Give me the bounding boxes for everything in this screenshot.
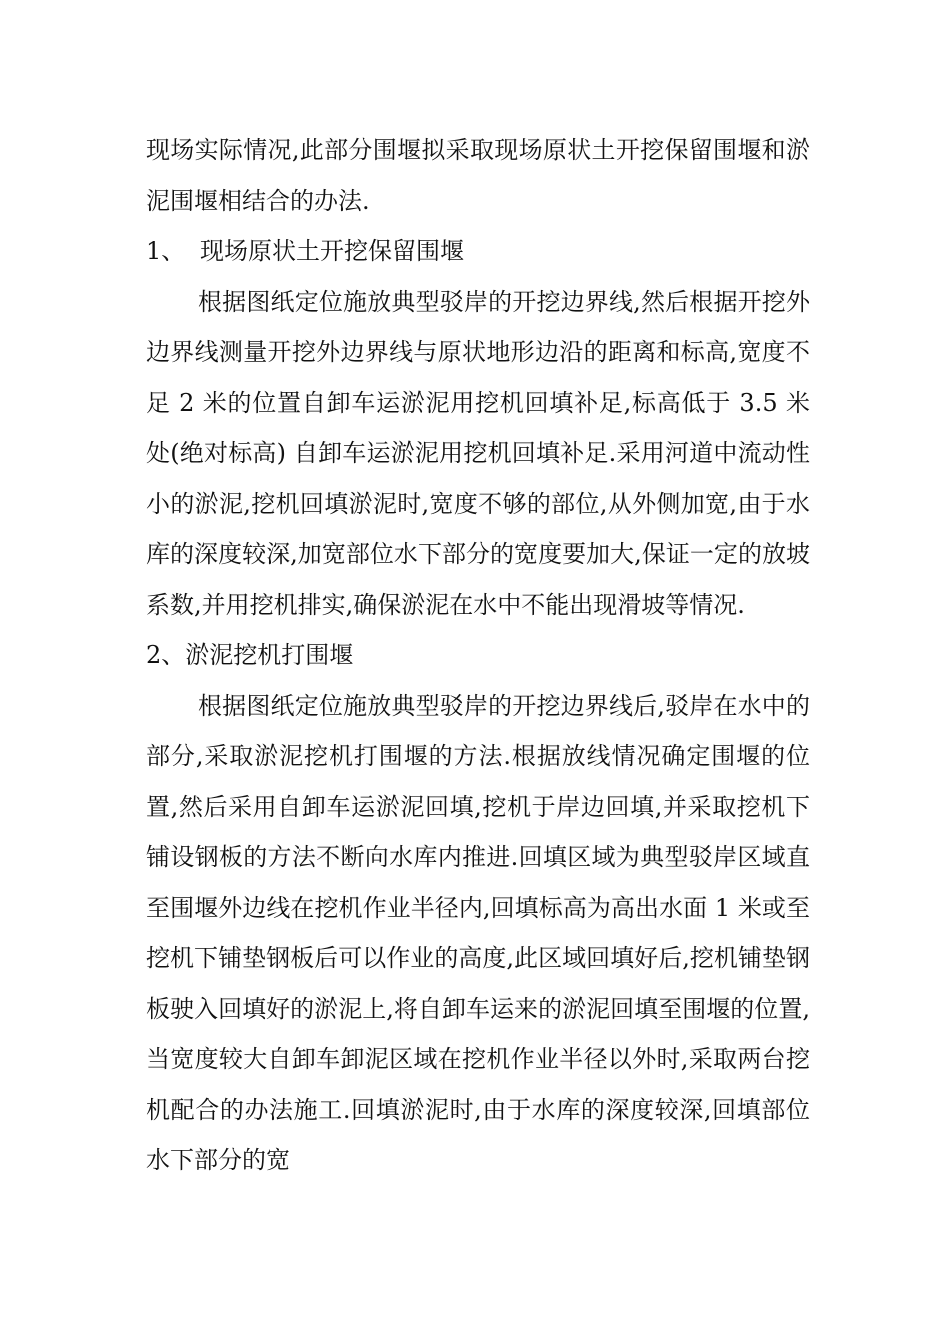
- section-2-number: 2、: [146, 641, 186, 669]
- section-1-title: 现场原状土开挖保留围堰: [200, 237, 464, 265]
- section-1-heading: [146, 226, 810, 277]
- document-body: [146, 125, 810, 1186]
- section-1-number: 1、: [146, 237, 186, 265]
- intro-paragraph: 现场实际情况,此部分围堰拟采取现场原状土开挖保留围堰和淤泥围堰相结合的办法.: [146, 136, 810, 215]
- section-2-paragraph: 根据图纸定位施放典型驳岸的开挖边界线后,驳岸在水中的部分,采取淤泥挖机打围堰的方法.根据放线情况确定围堰的位置,然后采用自卸车运淤泥回填,挖机于岸边回填,并采取挖机下铺设钢板的方法不断向水库内推进.回填区域为典型驳岸区域直至围堰外边线在挖机作业半径内,回填标高为高出水面 1 米或至挖机下铺垫钢板后可以作业的高度,此区域回填好后,挖机铺垫钢板驶入回填好的淤泥上,将自卸车运来的淤泥回填至围堰的位置,当宽度较大自卸车卸泥区域在挖机作业半径以外时,采取两台挖机配合的办法施工.回填淤泥时,由于水库的深度较深,回填部位水下部分的宽: [146, 691, 810, 1174]
- section-2-heading: [146, 630, 810, 681]
- section-1-paragraph: 根据图纸定位施放典型驳岸的开挖边界线,然后根据开挖外边界线测量开挖外边界线与原状地形边沿的距离和标高,宽度不足 2 米的位置自卸车运淤泥用挖机回填补足,标高低于 3.5 米处(绝对标高) 自卸车运淤泥用挖机回填补足.采用河道中流动性小的淤泥,挖机回填淤泥时,宽度不够的部位,从外侧加宽,由于水库的深度较深,加宽部位水下部分的宽度要加大,保证一定的放坡系数,并用挖机排实,确保淤泥在水中不能出现滑坡等情况.: [146, 287, 810, 619]
- section-2-title: 淤泥挖机打围堰: [185, 641, 354, 669]
